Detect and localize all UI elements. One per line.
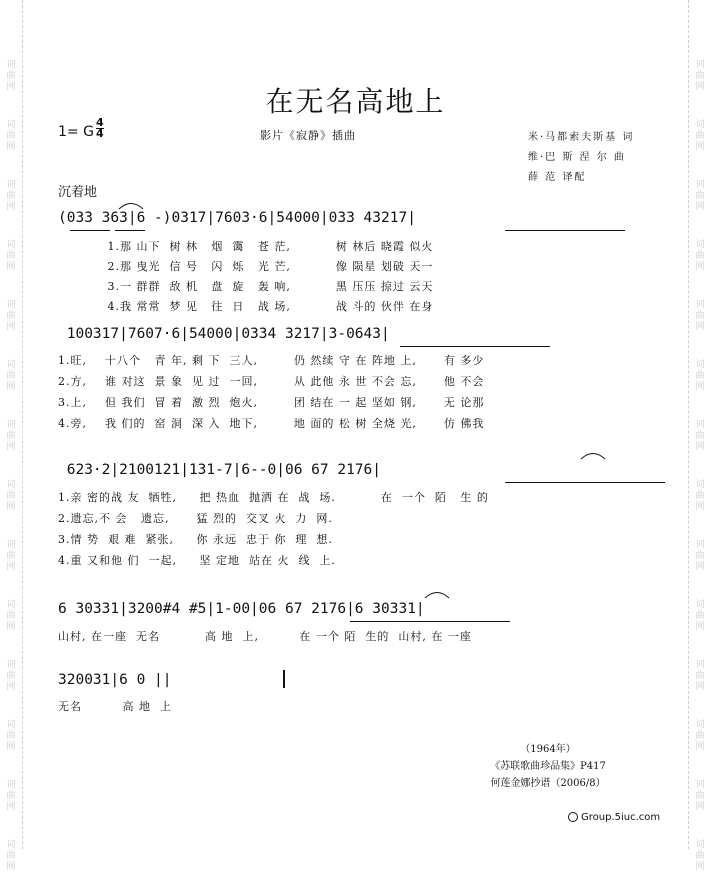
tie-slur: [580, 450, 606, 460]
lyric-line: 2.那 曳光 信 号 闪 烁 光 芒, 像 陨星 划破 天一: [58, 260, 434, 273]
rhythm-underline: [115, 230, 145, 231]
watermark-mark: 词 曲 网: [6, 60, 16, 92]
watermark-mark: 词 曲 网: [6, 180, 16, 212]
notation-line-3: 623·2|2100121|131-7|6--0|06 67 2176|: [58, 462, 382, 478]
watermark-mark: 词 曲 网: [695, 840, 705, 872]
notation-line-2: 100317|7607·6|54000|0334 3217|3-0643|: [58, 326, 390, 342]
lyric-line: 4.重 又和他 们 一起, 坚 定地 站在 火 线 上.: [58, 554, 336, 567]
footer-source: 《苏联歌曲珍品集》P417: [490, 761, 606, 772]
watermark-mark: 词 曲 网: [6, 120, 16, 152]
credit-translator: 薛 范 译配: [528, 172, 587, 183]
watermark-mark: 词 曲 网: [695, 360, 705, 392]
key-signature: 1= G: [58, 124, 94, 140]
watermark-mark: 词 曲 网: [6, 360, 16, 392]
watermark-mark: 词 曲 网: [695, 420, 705, 452]
lyric-line: 1.旺, 十八个 青 年, 剩 下 三人, 仍 然续 守 在 阵地 上, 有 多少: [58, 354, 485, 367]
credit-lyricist: 米·马都索夫斯基 词: [528, 132, 635, 143]
subtitle: 影片《寂静》插曲: [260, 129, 356, 142]
notation-line-1: (033 363|6 -)0317|7603·6|54000|033 43217|: [58, 210, 416, 226]
lyric-line: 2.遗忘,不 会 遗忘, 猛 烈的 交叉 火 力 网.: [58, 512, 333, 525]
time-signature: [96, 118, 104, 139]
notation-line-5: 320031|6 0 ||: [58, 672, 172, 688]
watermark-mark: 词 曲 网: [6, 600, 16, 632]
watermark-mark: 词 曲 网: [6, 300, 16, 332]
watermark-mark: 词 曲 网: [6, 240, 16, 272]
lyric-line: 4.我 常常 梦 见 往 日 战 场, 战 斗的 伙伴 在身: [58, 300, 434, 313]
watermark-mark: 词 曲 网: [695, 240, 705, 272]
credit-composer: 维·巴 斯 涅 尔 曲: [528, 152, 626, 163]
rhythm-underline: [70, 230, 110, 231]
watermark-mark: 词 曲 网: [695, 480, 705, 512]
watermark-mark: 词 曲 网: [6, 840, 16, 872]
lyric-line: 无名 高 地 上: [58, 700, 172, 713]
lyric-line: 3.一 群群 敌 机 盘 旋 轰 响, 黑 压压 掠过 云天: [58, 280, 434, 293]
time-signature-bottom: 4: [96, 127, 104, 140]
watermark-mark: 词 曲 网: [695, 120, 705, 152]
lyric-line: 1.那 山下 树 林 烟 霭 苍 茫, 树 林后 晓霞 似火: [58, 240, 434, 253]
site-watermark: [568, 812, 660, 823]
song-title: 在无名高地上: [265, 85, 446, 118]
triplet-slur: [118, 200, 144, 210]
site-label: Group.5iuc.com: [581, 812, 661, 823]
watermark-mark: 词 曲 网: [6, 480, 16, 512]
rhythm-underline: [505, 230, 625, 231]
final-barline: [283, 670, 285, 688]
lyric-line: 3.上, 但 我们 冒 着 激 烈 炮火, 团 结在 一 起 坚如 钢, 无 论那: [58, 396, 485, 409]
watermark-mark: 词 曲 网: [695, 540, 705, 572]
watermark-mark: 词 曲 网: [6, 780, 16, 812]
watermark-mark: 词 曲 网: [695, 660, 705, 692]
tempo-marking: 沉着地: [58, 185, 98, 200]
footer-year: （1964年）: [520, 744, 576, 755]
watermark-mark: 词 曲 网: [695, 720, 705, 752]
lyric-line: 2.方, 谁 对这 景 象 见 过 一回, 从 此他 永 世 不会 忘, 他 不会: [58, 375, 485, 388]
tie-slur: [424, 589, 450, 599]
rhythm-underline: [350, 621, 510, 622]
notation-line-4: 6 30331|3200#4 #5|1-00|06 67 2176|6 30331|: [58, 601, 425, 617]
watermark-mark: 词 曲 网: [695, 600, 705, 632]
watermark-mark: 词 曲 网: [695, 60, 705, 92]
lyric-line: 1.亲 密的战 友 牺牲, 把 热血 抛洒 在 战 场. 在 一个 陌 生 的: [58, 491, 489, 504]
time-signature-top: 4: [96, 116, 104, 129]
footer-copied: 何莲金娜抄谱（2006/8）: [490, 778, 606, 789]
watermark-mark: 词 曲 网: [6, 540, 16, 572]
globe-icon: [568, 812, 578, 822]
rhythm-underline: [400, 346, 550, 347]
watermark-mark: 词 曲 网: [6, 720, 16, 752]
watermark-mark: 词 曲 网: [6, 660, 16, 692]
watermark-mark: 词 曲 网: [6, 420, 16, 452]
watermark-mark: 词 曲 网: [695, 300, 705, 332]
rhythm-underline: [505, 482, 665, 483]
watermark-mark: 词 曲 网: [695, 780, 705, 812]
watermark-mark: 词 曲 网: [695, 180, 705, 212]
lyric-line: 3.情 势 艰 难 紧张, 你 永远 忠于 你 理 想.: [58, 533, 333, 546]
lyric-line: 山村, 在一座 无名 高 地 上, 在 一个 陌 生的 山村, 在 一座: [58, 630, 472, 643]
lyric-line: 4.旁, 我 们的 窑 洞 深 入 地下, 地 面的 松 树 全烧 光, 仿 佛我: [58, 417, 485, 430]
